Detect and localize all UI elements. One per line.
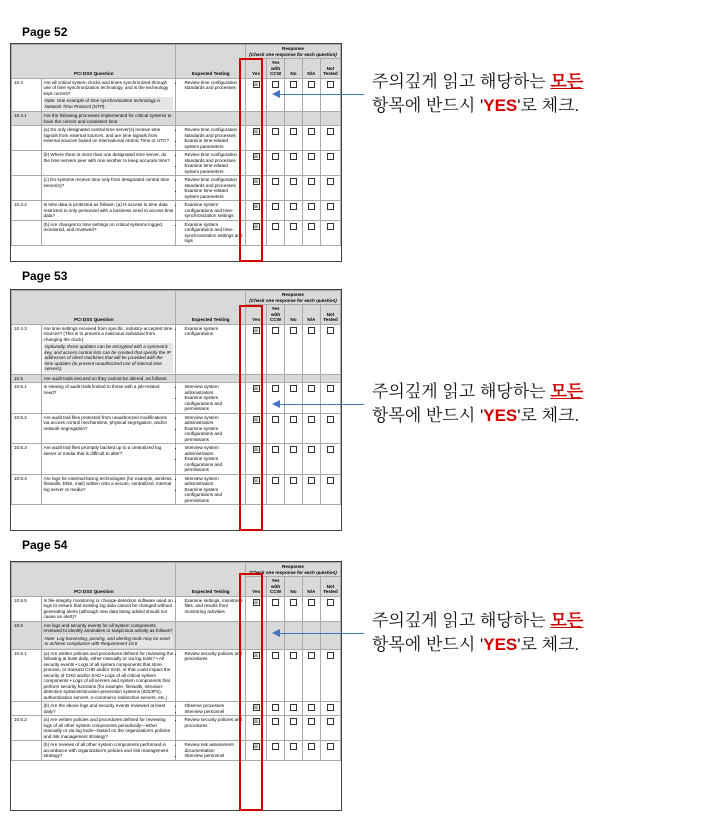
table-row [12, 596, 341, 621]
question-text: Is file-integrity monitoring or change-detection software used on logs to ensure that existing log data cannot be changed without generating alerts (although new data being added should not cause an alert)? [41, 596, 176, 621]
column-header-testing: Expected Testing [176, 563, 246, 597]
response-cell [267, 176, 285, 201]
response-cell [302, 383, 320, 414]
response-cell [302, 621, 320, 649]
question-text: Are the following processes implemented for critical systems to have the correct and consistent time: [41, 112, 176, 126]
column-header-response: Response (Check one response for each question) [246, 291, 341, 305]
response-checkbox[interactable] [327, 327, 334, 334]
arrow-left-icon [272, 90, 280, 98]
response-cell [285, 374, 303, 383]
response-checkbox[interactable] [308, 223, 315, 230]
table-row [12, 741, 341, 761]
response-checkbox[interactable] [308, 718, 315, 725]
question-text: (b) Where there is more than one designated time server, do the time servers peer with one another to keep accurate time? [41, 151, 176, 176]
response-checkbox[interactable] [272, 178, 279, 185]
column-header-question: PCI DSS Question [12, 291, 176, 325]
expected-testing: • Review time configuration standards and processes • Examine time-related system parameters [176, 151, 246, 176]
column-header-response: Response (Check one response for each question) [246, 45, 341, 59]
response-cell [246, 474, 267, 505]
response-option-header: N/A [302, 305, 320, 325]
table-row [12, 220, 341, 245]
response-cell [267, 324, 285, 374]
response-cell [302, 374, 320, 383]
form-page-53 [10, 289, 342, 531]
response-cell [302, 413, 320, 444]
response-option-header: No [285, 577, 303, 597]
response-cell [285, 474, 303, 505]
response-cell [267, 201, 285, 221]
table-row [12, 474, 341, 505]
response-cell [267, 413, 285, 444]
requirement-id: 10.4 [12, 78, 42, 112]
response-cell [285, 621, 303, 649]
response-option-header: Yes with CCW [267, 305, 285, 325]
column-header-question: PCI DSS Question [12, 563, 176, 597]
requirement-id [12, 741, 42, 761]
question-text: (a) Do only designated central time server(s) receive time signals from external sources, and are time signals from external sources based on International Atomic Time or UTC? [41, 126, 176, 151]
requirement-id: 10.5.4 [12, 474, 42, 505]
table-row [12, 176, 341, 201]
table-row [12, 151, 341, 176]
response-cell [302, 444, 320, 475]
requirement-id [12, 126, 42, 151]
response-checkbox[interactable] [272, 223, 279, 230]
response-cell [302, 151, 320, 176]
question-text: (a) Are written policies and procedures defined for reviewing the following at least daily, either manually or via log tools? • All security events • Logs of all system components that store, process, or transmit CHD and/or SAD, or that could impact the security of CHD and/or SAD • Logs of all critical system components • Logs of all servers and system components that perform security functions (for example, firewalls, intrusion-detection systems/intrusion-prevention systems (IDS/IPS), authentication servers, e-commerce redirection servers, etc.) [41, 649, 176, 702]
response-option-header: Yes [246, 305, 267, 325]
column-header-testing: Expected Testing [176, 45, 246, 79]
expected-testing: • Observe processes • Interview personnel [176, 702, 246, 716]
response-checkbox[interactable] [327, 652, 334, 659]
response-cell [267, 112, 285, 126]
response-cell [320, 741, 340, 761]
response-checkbox[interactable] [290, 652, 297, 659]
expected-testing [176, 621, 246, 649]
response-cell [302, 324, 320, 374]
table-row [12, 649, 341, 702]
response-cell [320, 444, 340, 475]
table-row [12, 324, 341, 374]
question-text: (b) Are changes to time settings on critical systems logged, monitored, and reviewed? [41, 220, 176, 245]
response-cell [302, 112, 320, 126]
response-checkbox[interactable] [272, 477, 279, 484]
response-cell [285, 596, 303, 621]
response-checkbox[interactable] [327, 718, 334, 725]
response-checkbox[interactable] [308, 477, 315, 484]
response-option-header: No [285, 59, 303, 79]
response-checkbox[interactable] [272, 327, 279, 334]
requirement-id: 10.4.3 [12, 324, 42, 374]
response-cell [285, 220, 303, 245]
arrow-line [278, 404, 364, 405]
response-cell [246, 621, 267, 649]
requirement-id [12, 151, 42, 176]
response-cell [320, 151, 340, 176]
response-checkbox[interactable] [272, 153, 279, 160]
response-checkbox[interactable] [308, 385, 315, 392]
question-text: Are audit trail files protected from unauthorized modifications via access control mechanisms, physical segregation, and/or network segregation? [41, 413, 176, 444]
response-checkbox[interactable] [308, 599, 315, 606]
response-cell [285, 112, 303, 126]
response-cell [302, 220, 320, 245]
expected-testing: • Examine system configurations and time-synchronization settings and logs [176, 220, 246, 245]
response-checkbox[interactable] [327, 178, 334, 185]
expected-testing: • Examine settings, monitored files, and results from monitoring activities [176, 596, 246, 621]
response-cell [320, 474, 340, 505]
response-cell [246, 383, 267, 414]
response-cell [246, 324, 267, 374]
expected-testing: • Interview system administrators • Examine system configurations and permissions [176, 413, 246, 444]
response-cell [267, 220, 285, 245]
column-header-testing: Expected Testing [176, 291, 246, 325]
table-row [12, 413, 341, 444]
response-checkbox[interactable] [308, 178, 315, 185]
requirement-id: 10.4.2 [12, 201, 42, 221]
response-cell [267, 151, 285, 176]
expected-testing: • Review time configuration standards and processes • Examine time-related system parameters [176, 176, 246, 201]
arrow-left-icon [272, 400, 280, 408]
response-checkbox[interactable] [327, 81, 334, 88]
instruction-text: 주의깊게 읽고 해당하는 모든 항목에 반드시 'YES'로 체크. [372, 611, 584, 654]
response-checkbox[interactable] [272, 718, 279, 725]
response-option-header: N/A [302, 577, 320, 597]
response-checkbox[interactable] [327, 385, 334, 392]
response-checkbox[interactable] [290, 81, 297, 88]
response-cell [267, 596, 285, 621]
response-cell [285, 444, 303, 475]
table-row [12, 716, 341, 741]
response-option-header: No [285, 305, 303, 325]
response-checkbox[interactable] [327, 477, 334, 484]
response-cell [302, 741, 320, 761]
requirement-id: 10.5.5 [12, 596, 42, 621]
response-cell [285, 413, 303, 444]
response-checkbox[interactable] [290, 599, 297, 606]
response-cell [267, 474, 285, 505]
response-cell [246, 220, 267, 245]
table-row [12, 621, 341, 649]
expected-testing [176, 112, 246, 126]
response-cell [267, 702, 285, 716]
response-checkbox[interactable] [327, 203, 334, 210]
response-cell [320, 324, 340, 374]
response-cell [246, 112, 267, 126]
response-option-header: N/A [302, 59, 320, 79]
response-checkbox[interactable] [272, 416, 279, 423]
expected-testing [176, 374, 246, 383]
requirement-id: 10.6.1 [12, 649, 42, 702]
response-checkbox[interactable]: ☒ [254, 744, 259, 749]
response-cell [267, 444, 285, 475]
requirement-id: 10.5.1 [12, 383, 42, 414]
expected-testing: • Review risk assessment documentation • Interview personnel [176, 741, 246, 761]
response-cell [302, 702, 320, 716]
response-cell [302, 649, 320, 702]
response-cell [320, 220, 340, 245]
questionnaire-table [11, 290, 341, 505]
requirement-id [12, 702, 42, 716]
response-option-header: Yes with CCW [267, 577, 285, 597]
response-cell [246, 716, 267, 741]
question-text: Are audit trails secured so they cannot be altered, as follows: [41, 374, 176, 383]
column-header-question: PCI DSS Question [12, 45, 176, 79]
response-cell [246, 126, 267, 151]
requirement-id: 10.5.2 [12, 413, 42, 444]
questionnaire-table [11, 562, 341, 761]
response-checkbox[interactable] [290, 327, 297, 334]
response-cell [320, 176, 340, 201]
response-option-header: Not Tested [320, 59, 340, 79]
response-cell [246, 201, 267, 221]
form-page-54 [10, 561, 342, 811]
question-text: Is viewing of audit trails limited to those with a job-related need? [41, 383, 176, 414]
requirement-id: 10.5 [12, 374, 42, 383]
response-checkbox[interactable] [327, 743, 334, 750]
expected-testing: • Review security policies and procedures [176, 649, 246, 702]
response-cell [285, 176, 303, 201]
arrow-line [278, 633, 364, 634]
response-cell [267, 741, 285, 761]
table-row [12, 383, 341, 414]
response-checkbox[interactable] [308, 327, 315, 334]
table-row [12, 444, 341, 475]
response-checkbox[interactable] [290, 178, 297, 185]
response-cell [246, 151, 267, 176]
questionnaire-table [11, 44, 341, 246]
response-cell [267, 383, 285, 414]
requirement-id [12, 176, 42, 201]
arrow-left-icon [272, 629, 280, 637]
response-checkbox[interactable] [290, 718, 297, 725]
response-checkbox[interactable]: ☒ [254, 179, 259, 184]
response-checkbox[interactable] [290, 128, 297, 135]
table-row [12, 201, 341, 221]
expected-testing: • Review security policies and procedures [176, 716, 246, 741]
question-text: (b) Are the above logs and security events reviewed at least daily? [41, 702, 176, 716]
response-cell [320, 383, 340, 414]
response-checkbox[interactable] [308, 81, 315, 88]
response-cell [267, 649, 285, 702]
response-checkbox[interactable]: ☒ [254, 416, 259, 422]
question-text: Are logs and security events for all system components reviewed to identify anomalies or suspicious activity as follows? Note: Log harvesting, parsing, and alerting tools may be used to achieve compliance with Requirement 10.6 [41, 621, 176, 649]
response-cell [302, 596, 320, 621]
response-checkbox[interactable] [308, 652, 315, 659]
response-checkbox[interactable] [290, 446, 297, 453]
response-cell [246, 413, 267, 444]
response-option-header: Not Tested [320, 305, 340, 325]
response-checkbox[interactable]: ☒ [254, 327, 259, 333]
response-cell [320, 649, 340, 702]
question-text: Is time data is protected as follows: (a) Is access to time data restricted to only personnel with a business need to access time data? [41, 201, 176, 221]
response-checkbox[interactable]: ☒ [254, 81, 259, 87]
response-cell [320, 621, 340, 649]
response-cell [246, 702, 267, 716]
expected-testing: • Review time configuration standards and processes [176, 78, 246, 112]
response-checkbox[interactable] [272, 128, 279, 135]
response-cell [285, 649, 303, 702]
response-option-header: Yes [246, 577, 267, 597]
table-row [12, 126, 341, 151]
response-checkbox[interactable]: ☒ [254, 223, 259, 229]
response-cell [302, 201, 320, 221]
expected-testing: • Interview system administrators • Examine system configurations and permissions [176, 383, 246, 414]
response-checkbox[interactable] [290, 203, 297, 210]
response-cell [285, 383, 303, 414]
response-cell [320, 112, 340, 126]
expected-testing: • Examine system configurations [176, 324, 246, 374]
response-cell [320, 126, 340, 151]
response-checkbox[interactable] [327, 128, 334, 135]
response-cell [267, 374, 285, 383]
question-text: (a) Are written policies and procedures defined for reviewing logs of all other system components periodically—either manually or via log tools—based on the organization's policies and risk management strategy? [41, 716, 176, 741]
response-option-header: Yes with CCW [267, 59, 285, 79]
response-checkbox[interactable] [290, 704, 297, 711]
response-cell [302, 716, 320, 741]
response-checkbox[interactable] [327, 704, 334, 711]
column-header-response: Response (Check one response for each question) [246, 563, 341, 577]
response-cell [320, 374, 340, 383]
table-row [12, 112, 341, 126]
response-checkbox[interactable] [327, 599, 334, 606]
response-checkbox[interactable] [308, 153, 315, 160]
response-cell [285, 151, 303, 176]
question-text: (c) Do systems receive time only from designated central time server(s)? [41, 176, 176, 201]
response-cell [246, 596, 267, 621]
response-checkbox[interactable] [327, 153, 334, 160]
response-checkbox[interactable] [272, 385, 279, 392]
response-checkbox[interactable]: ☒ [254, 129, 259, 134]
question-text: Are logs for external-facing technologies (for example, wireless, firewalls, DNS, mail) written onto a secure, centralized, internal log server or media? [41, 474, 176, 505]
expected-testing: • Examine system configurations and time-synchronization settings [176, 201, 246, 221]
response-checkbox[interactable] [327, 223, 334, 230]
response-cell [267, 126, 285, 151]
response-checkbox[interactable] [308, 128, 315, 135]
requirement-id: 10.6 [12, 621, 42, 649]
response-cell [302, 474, 320, 505]
response-checkbox[interactable]: ☒ [254, 719, 259, 724]
question-text: Are all critical system clocks and times synchronized through use of time synchronization technology, and is the technology kept current? Note: One example of time synchronization technology is Network Time Protocol (NTP). [41, 78, 176, 112]
response-checkbox[interactable] [308, 203, 315, 210]
response-checkbox[interactable] [327, 446, 334, 453]
instruction-text: 주의깊게 읽고 해당하는 모든 항목에 반드시 'YES'로 체크. [372, 72, 584, 115]
response-checkbox[interactable] [290, 153, 297, 160]
form-page-52 [10, 43, 342, 262]
instruction-text: 주의깊게 읽고 해당하는 모든 항목에 반드시 'YES'로 체크. [372, 382, 584, 425]
response-checkbox[interactable] [272, 704, 279, 711]
response-checkbox[interactable] [272, 652, 279, 659]
response-cell [320, 702, 340, 716]
requirement-id: 10.5.3 [12, 444, 42, 475]
response-checkbox[interactable]: ☒ [254, 652, 259, 658]
table-row [12, 374, 341, 383]
response-checkbox[interactable] [290, 223, 297, 230]
response-cell [285, 741, 303, 761]
requirement-id: 10.6.2 [12, 716, 42, 741]
response-checkbox[interactable]: ☒ [254, 154, 259, 159]
response-checkbox[interactable]: ☒ [254, 386, 259, 391]
response-cell [246, 444, 267, 475]
table-row [12, 702, 341, 716]
response-cell [246, 374, 267, 383]
response-cell [320, 716, 340, 741]
response-cell [246, 649, 267, 702]
response-cell [285, 201, 303, 221]
response-checkbox[interactable] [308, 416, 315, 423]
page-label-53: Page 53 [22, 269, 68, 283]
response-cell [285, 324, 303, 374]
response-cell [320, 413, 340, 444]
response-checkbox[interactable]: ☒ [254, 705, 259, 710]
response-checkbox[interactable] [272, 203, 279, 210]
response-checkbox[interactable] [272, 743, 279, 750]
requirement-id: 10.4.1 [12, 112, 42, 126]
response-checkbox[interactable] [272, 446, 279, 453]
requirement-id [12, 220, 42, 245]
response-cell [246, 78, 267, 112]
response-cell [246, 176, 267, 201]
response-checkbox[interactable]: ☒ [254, 599, 259, 605]
arrow-line [278, 94, 364, 95]
response-checkbox[interactable] [272, 599, 279, 606]
response-cell [246, 741, 267, 761]
response-cell [302, 126, 320, 151]
response-checkbox[interactable] [290, 743, 297, 750]
response-checkbox[interactable] [290, 416, 297, 423]
response-checkbox[interactable] [308, 704, 315, 711]
expected-testing: • Review time configuration standards and processes • Examine time-related system parameters [176, 126, 246, 151]
response-checkbox[interactable] [272, 81, 279, 88]
response-option-header: Yes [246, 59, 267, 79]
page-label-54: Page 54 [22, 538, 68, 552]
question-text: (b) Are reviews of all other system components performed in accordance with organization's policies and risk management strategy? [41, 741, 176, 761]
question-text: Are audit trail files promptly backed up to a centralized log server or media that is difficult to alter? [41, 444, 176, 475]
response-checkbox[interactable] [290, 477, 297, 484]
response-cell [285, 716, 303, 741]
response-cell [285, 702, 303, 716]
response-cell [267, 716, 285, 741]
response-cell [320, 201, 340, 221]
response-checkbox[interactable]: ☒ [254, 204, 259, 209]
expected-testing: • Interview system administrators • Examine system configurations and permissions [176, 444, 246, 475]
response-cell [320, 596, 340, 621]
response-checkbox[interactable] [308, 743, 315, 750]
response-checkbox[interactable]: ☒ [254, 477, 259, 483]
response-cell [302, 176, 320, 201]
response-cell [285, 126, 303, 151]
page-label-52: Page 52 [22, 25, 68, 39]
expected-testing: • Interview system administrators • Examine system configurations and permissions [176, 474, 246, 505]
response-option-header: Not Tested [320, 577, 340, 597]
response-checkbox[interactable] [290, 385, 297, 392]
question-text: Are time settings received from specific, industry-accepted time sources? (This is to prevent a malicious individual from changing the clock). Optionally, those updates can be encrypted with a symmetric key, and access control lists can be created that specify the IP addresses of client machines that will be provided with the time updates (to prevent unauthorized use of internal time servers). [41, 324, 176, 374]
response-checkbox[interactable]: ☒ [254, 447, 259, 452]
response-checkbox[interactable] [327, 416, 334, 423]
response-checkbox[interactable] [308, 446, 315, 453]
